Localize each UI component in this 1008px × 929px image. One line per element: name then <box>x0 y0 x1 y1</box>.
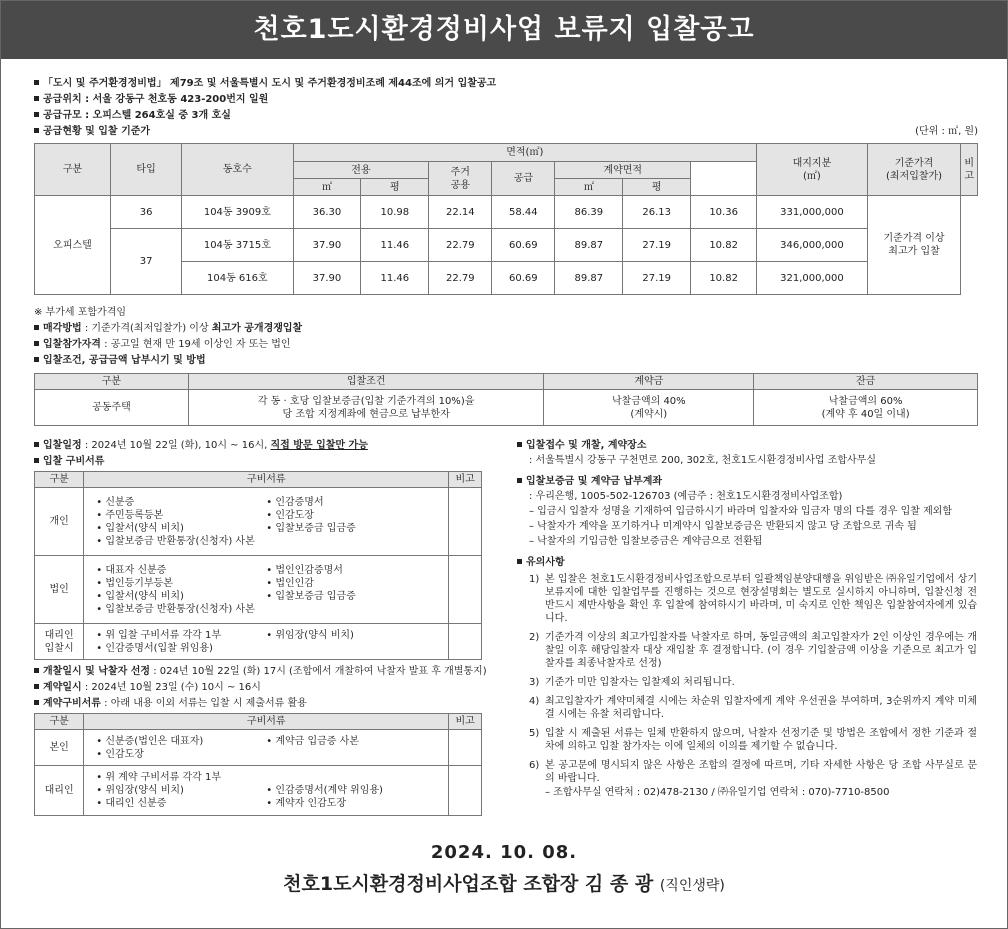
table-row: 37 104동 3715호 37.90 11.46 22.79 60.69 89.87 27.19 10.82 346,000,000 <box>35 229 978 262</box>
bullet-square-icon <box>34 700 39 705</box>
unit-label: (단위 : ㎡, 원) <box>915 126 978 137</box>
account-note: – 낙찰자의 기입금한 입찰보증금은 계약금으로 전환됨 <box>529 536 763 547</box>
table-row: 공동주택 각 동 · 호당 입찰보증금(입찰 기준가격의 10%)을 당 조합 지정계좌에 현금으로 납부한자 낙찰금액의 40% (계약시) 낙찰금액의 60% (계약 후 40일 이내) <box>35 390 978 426</box>
col-ct-sqm: ㎡ <box>555 179 623 196</box>
qualification-line: 입찰참가자격 : 공고일 현재 만 19세 이상인 자 또는 법인 <box>34 338 978 351</box>
table-row: 대리인 입찰시 • 위 입찰 구비서류 각각 1부 • 위임장(양식 비치) • 인감증명서(입찰 위임용) <box>35 624 482 660</box>
vat-note: ※ 부가세 포함가격임 <box>34 307 127 318</box>
caution-item: 6) 본 공고문에 명시되지 않은 사항은 조합의 결정에 따르며, 기타 자세한 사항은 당 조합 사무실로 문의 바랍니다. <box>529 760 977 784</box>
col-contract: 계약면적 <box>555 162 691 179</box>
contract-table: 구분 구비서류 비고 본인 • 신분증(법인은 대표자) • 계약금 입금증 사본 • 인감도장 대리인 • 위 계약 구비서류 각각 1부 • 위임장(양식 비치) • 인감증명서(계약 위임용) • 대리인 신분증 • 계약자 인감도장 <box>34 713 482 816</box>
col-tap: 타입 <box>110 144 181 196</box>
account-note: – 낙찰자가 계약을 포기하거나 미계약시 입찰보증금은 반환되지 않고 당 조합으로 귀속 됨 <box>529 521 917 532</box>
bullet-square-icon <box>34 668 39 673</box>
caution-item: 1) 본 입찰은 천호1도시환경정비사업조합으로부터 일괄책임분양대행을 위임받은 ㈜유일기업에서 상기 보류지에 대한 입찰업무를 진행하는 것으로 현장설명회는 별도로 실시하지 아니하며, 입찰신청 전 반드시 제반사항을 확인 후 입찰에 참여하시기 바라며, 미 숙지로 인한 책임은 입찰참여자에게 있습니다. <box>529 574 977 624</box>
table-row: 104동 616호 37.90 11.46 22.79 60.69 89.87 27.19 10.82 321,000,000 <box>35 262 978 295</box>
caution-item: 5) 입찰 시 제출된 서류는 일체 반환하지 않으며, 낙찰자 선정기준 및 방법은 조합에서 정한 기준과 절차에 의하고 입찰 참가자는 이에 일체의 이의를 제기할 수 없습니다. <box>529 728 977 752</box>
table-row: 본인 • 신분증(법인은 대표자) • 계약금 입금증 사본 • 인감도장 <box>35 730 482 766</box>
bullet-square-icon <box>34 96 39 101</box>
bullet-square-icon <box>34 442 39 447</box>
bullet-square-icon <box>34 341 39 346</box>
docs-table: 구분 구비서류 비고 개인 • 신분증 • 인감증명서 • 주민등록등본 • 인감도장 • 입찰서(양식 비치) • 입찰보증금 입금증 • 입찰보증금 반환통장(신청자) 사본 법인 • 대표자 신분증 • 법인인감증명서 • 법인등기부등본 • 법인인감 • 입찰서(양식 비치) • 입찰보증금 입금증 • 입찰보증금 반환통장(신청자) 사본 대리인 입찰시 • 위 입찰 구비서류 각각 1부 • 위임장(양식 비치) • 인감증명서(입찰 위임용) <box>34 471 482 660</box>
supply-table-wrap <box>34 143 978 295</box>
bullet-square-icon <box>34 80 39 85</box>
col-note: 비고 <box>961 144 978 196</box>
bullet-square-icon <box>34 357 39 362</box>
table-row: 개인 • 신분증 • 인감증명서 • 주민등록등본 • 인감도장 • 입찰서(양식 비치) • 입찰보증금 입금증 • 입찰보증금 반환통장(신청자) 사본 <box>35 488 482 556</box>
contacts-line: – 조합사무실 연락처 : 02)478-2130 / ㈜유일기업 연락처 : 070)-7710-8500 <box>545 787 890 798</box>
bullet-square-icon <box>34 684 39 689</box>
intro-line: 「도시 및 주거환경정비법」 제79조 및 서울특별시 도시 및 주거환경정비조례 제44조에 의거 입찰공고 <box>34 77 978 90</box>
col-ct-pyeong: 평 <box>623 179 691 196</box>
col-price: 기준가격 (최저입찰가) <box>867 144 961 196</box>
docs-heading: 입찰 구비서류 <box>34 455 482 468</box>
announcement-date: 2024. 10. 08. <box>430 842 578 863</box>
account-heading: 입찰보증금 및 계약금 납부계좌 <box>517 475 977 488</box>
col-exclusive: 전용 <box>293 162 429 179</box>
bullet-square-icon <box>517 478 522 483</box>
intro-line: 공급위치 : 서울 강동구 천호동 423-200번지 일원 <box>34 93 978 106</box>
schedule-line: 입찰일정 : 2024년 10월 22일 (화), 10시 ~ 16시, 직접 방문 입찰만 가능 <box>34 439 482 452</box>
supply-table <box>34 143 978 295</box>
col-type: 구분 <box>35 144 111 196</box>
opening-line: 개찰일시 및 낙찰자 선정 : 024년 10월 22일 (화) 17시 (조합에서 개찰하여 낙찰자 발표 후 개별통지) <box>34 665 482 678</box>
intro-line: 공급규모 : 오피스텔 264호실 중 3개 호실 <box>34 109 978 122</box>
col-land: 대지지분 (㎡) <box>757 144 868 196</box>
conditions-table-wrap <box>34 373 978 426</box>
col-ex-sqm: ㎡ <box>293 179 361 196</box>
caution-item: 4) 최고입찰자가 계약미체결 시에는 차순위 입찰자에게 계약 우선권을 부여하며, 3순위까지 계약 미체결 시에는 유찰 처리합니다. <box>529 696 977 720</box>
signature-line: 천호1도시환경정비사업조합 조합장 김 종 광 (직인생략) <box>283 873 725 895</box>
caution-item: 3) 기준가 미만 입찰자는 입찰제외 처리됩니다. <box>529 677 735 688</box>
page-title: 천호1도시환경정비사업 보류지 입찰공고 <box>1 1 1007 59</box>
table-row: 법인 • 대표자 신분증 • 법인인감증명서 • 법인등기부등본 • 법인인감 • 입찰서(양식 비치) • 입찰보증금 입금증 • 입찰보증금 반환통장(신청자) 사본 <box>35 556 482 624</box>
bullet-square-icon <box>517 559 522 564</box>
note-cell: 기준가격 이상 최고가 입찰 <box>867 196 961 295</box>
account-text: : 우리은행, 1005-502-126703 (예금주 : 천호1도시환경정비사업조합) <box>529 491 843 502</box>
cautions-heading: 유의사항 <box>517 556 977 569</box>
table-row: 오피스텔 36 104동 3909호 36.30 10.98 22.14 58.44 86.39 26.13 10.36 331,000,000 기준가격 이상 최고가 입찰 <box>35 196 978 229</box>
col-ex-pyeong: 평 <box>361 179 429 196</box>
conditions-heading: 입찰조건, 공급금액 납부시기 및 방법 <box>34 354 978 367</box>
contract-date-line: 계약일시 : 2024년 10월 23일 (수) 10시 ~ 16시 <box>34 681 482 694</box>
bullet-square-icon <box>34 325 39 330</box>
intro-line: 공급현황 및 입찰 기준가 <box>34 125 978 138</box>
col-supply: 공급 <box>492 162 555 196</box>
bullet-square-icon <box>34 458 39 463</box>
bullet-square-icon <box>517 442 522 447</box>
conditions-table: 구분 입찰조건 계약금 잔금 공동주택 각 동 · 호당 입찰보증금(입찰 기준가격의 10%)을 당 조합 지정계좌에 현금으로 납부한자 낙찰금액의 40% (계약시) 낙찰금액의 60% (계약 후 40일 이내) <box>34 373 978 426</box>
table-row: 대리인 • 위 계약 구비서류 각각 1부 • 위임장(양식 비치) • 인감증명서(계약 위임용) • 대리인 신분증 • 계약자 인감도장 <box>35 766 482 816</box>
intro-section <box>34 77 978 141</box>
col-area: 면적(㎡) <box>293 144 757 162</box>
reception-text: : 서울특별시 강동구 구천면로 200, 302호, 천호1도시환경정비사업 조합사무실 <box>529 455 876 466</box>
category-cell: 오피스텔 <box>35 196 111 295</box>
col-common: 주거 공용 <box>429 162 492 196</box>
account-note: – 입금시 입찰자 성명을 기재하여 입금하시기 바라며 입찰자와 입금자 명의 다를 경우 입찰 제외함 <box>529 506 953 517</box>
right-column <box>517 439 977 801</box>
col-unit: 동호수 <box>182 144 293 196</box>
bullet-square-icon <box>34 112 39 117</box>
contract-docs-line: 계약구비서류 : 아래 내용 이외 서류는 입찰 시 제출서류 활용 <box>34 697 482 710</box>
caution-item: 2) 기준가격 이상의 최고가입찰자를 낙찰자로 하며, 동일금액의 최고입찰자가 2인 이상인 경우에는 개찰일 이후 해당입찰자 대상 재입찰 후 결정합니다. (이 경우 기입찰금액 이상을 기준으로 최고가 입찰자를 최종낙찰자로 선정) <box>529 632 977 669</box>
method-section <box>34 306 978 370</box>
bullet-square-icon <box>34 128 39 133</box>
left-column <box>34 439 487 816</box>
method-line: 매각방법 : 기준가격(최저입찰가) 이상 최고가 공개경쟁입찰 <box>34 322 978 335</box>
reception-heading: 입찰접수 및 개찰, 계약장소 <box>517 439 977 452</box>
